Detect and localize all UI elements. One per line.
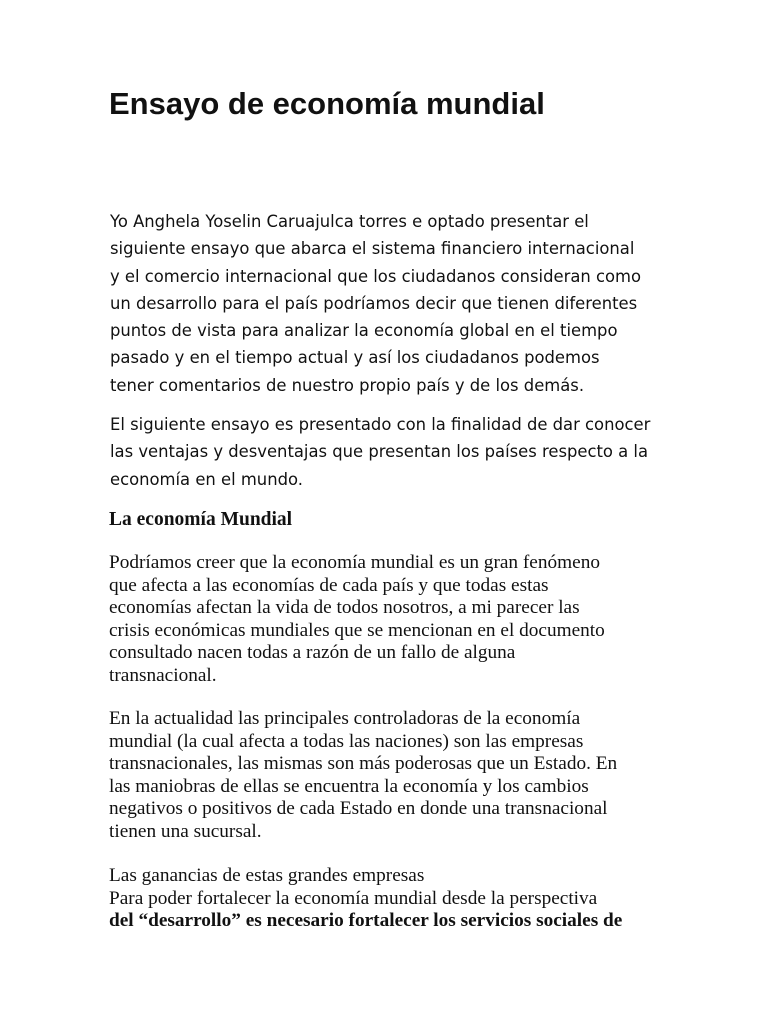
intro-paragraph-2: [110, 411, 710, 493]
intro-paragraph-1: [110, 208, 710, 399]
text-line: mundial (la cual afecta a todas las naciones) son las empresas: [109, 730, 584, 752]
text-line: pasado y en el tiempo actual y así los ciudadanos podemos: [110, 348, 600, 368]
text-line: siguiente ensayo que abarca el sistema financiero internacional: [110, 239, 635, 259]
body-paragraph-3: [109, 865, 729, 933]
text-line: economía en el mundo.: [110, 469, 303, 489]
text-line: economías afectan la vida de todos nosotros, a mi parecer las: [109, 597, 580, 619]
text-line: Podríamos creer que la economía mundial es un gran fenómeno: [109, 552, 600, 573]
text-line: Las ganancias de estas grandes empresas: [109, 865, 425, 886]
text-line: un desarrollo para el país podríamos decir que tienen diferentes: [110, 293, 638, 313]
text-line: Para poder fortalecer la economía mundial desde la perspectiva: [109, 887, 598, 909]
text-line: El siguiente ensayo es presentado con la finalidad de dar conocer: [110, 415, 651, 434]
text-line: transnacionales, las mismas son más poderosas que un Estado. En: [109, 753, 618, 775]
section-heading: La economía Mundial: [109, 509, 293, 530]
text-line: tienen una sucursal.: [109, 820, 262, 842]
text-line: crisis económicas mundiales que se mencionan en el documento: [109, 619, 605, 641]
text-line: puntos de vista para analizar la economía global en el tiempo: [110, 321, 618, 341]
text-line: las maniobras de ellas se encuentra la economía y los cambios: [109, 775, 589, 797]
document-title: Ensayo de economía mundial: [109, 86, 545, 121]
text-line: que afecta a las economías de cada país y que todas estas: [109, 574, 549, 596]
text-line: Yo Anghela Yoselin Caruajulca torres e optado presentar el: [110, 212, 589, 231]
text-line: del “desarrollo” es necesario fortalecer los servicios sociales de: [109, 910, 623, 932]
text-line: las ventajas y desventajas que presentan los países respecto a la: [110, 442, 649, 462]
text-line: En la actualidad las principales controladoras de la economía: [109, 708, 581, 729]
body-paragraph-2: [109, 708, 729, 844]
body-paragraph-1: [109, 552, 729, 688]
text-line: y el comercio internacional que los ciudadanos consideran como: [110, 266, 642, 286]
text-line: consultado nacen todas a razón de un fallo de alguna: [109, 642, 516, 664]
text-line: negativos o positivos de cada Estado en donde una transnacional: [109, 798, 608, 820]
text-line: tener comentarios de nuestro propio país y de los demás.: [110, 375, 585, 395]
text-line: transnacional.: [109, 664, 217, 686]
